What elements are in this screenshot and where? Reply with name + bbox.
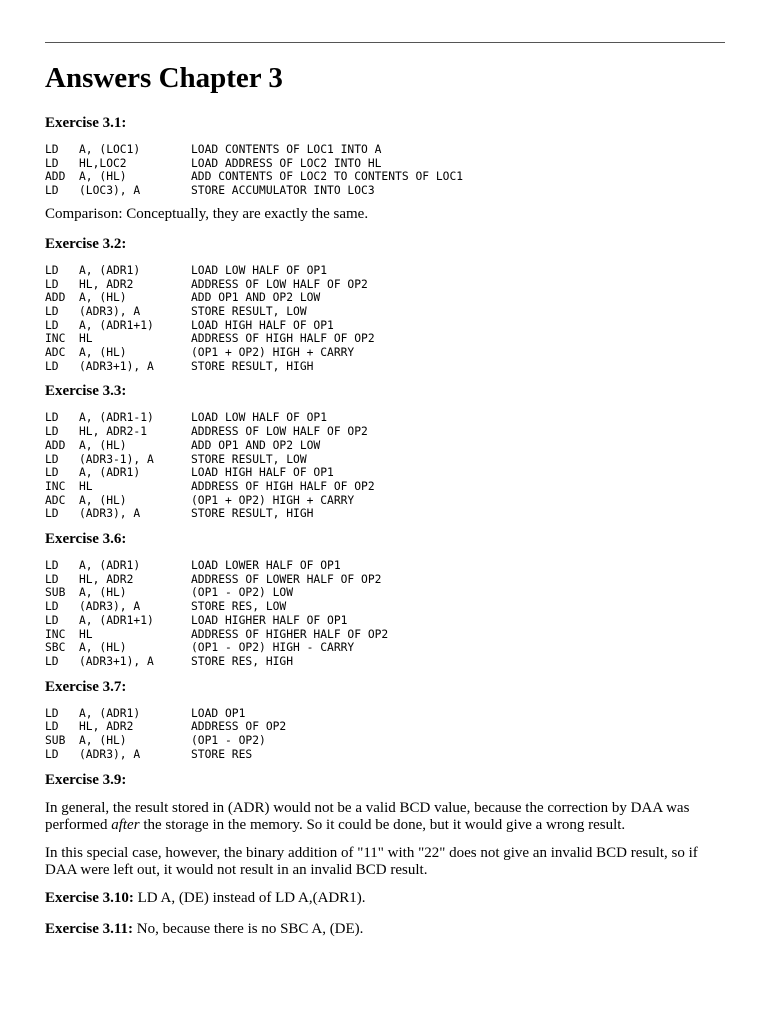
- code-line: [45, 507, 725, 521]
- exercise-3-6-code: [45, 559, 725, 669]
- code-operand: (ADR3), A: [79, 507, 141, 521]
- code-line: [45, 291, 725, 305]
- code-comment: STORE RESULT, HIGH: [191, 507, 314, 521]
- code-line: [45, 319, 725, 333]
- code-opcode: LD: [45, 720, 59, 734]
- code-comment: STORE RES, HIGH: [191, 654, 294, 668]
- code-opcode: ADD: [45, 291, 66, 305]
- code-opcode: ADC: [45, 346, 66, 360]
- code-line: [45, 453, 725, 467]
- exercise-3-3-title: Exercise 3.3:: [45, 383, 127, 400]
- code-comment: LOAD LOWER HALF OF OP1: [191, 559, 341, 573]
- code-operand: (ADR3), A: [79, 747, 141, 761]
- code-comment: ADDRESS OF OP2: [191, 720, 287, 734]
- code-comment: ADD CONTENTS OF LOC2 TO CONTENTS OF LOC1: [191, 170, 464, 184]
- code-line: [45, 466, 725, 480]
- code-opcode: LD: [45, 600, 59, 614]
- code-line: [45, 264, 725, 278]
- code-operand: HL: [79, 479, 93, 493]
- code-operand: (ADR3-1), A: [79, 452, 154, 466]
- code-comment: STORE RESULT, LOW: [191, 304, 307, 318]
- code-opcode: LD: [45, 304, 59, 318]
- code-comment: ADD OP1 AND OP2 LOW: [191, 291, 321, 305]
- exercise-3-11-text: No, because there is no SBC A, (DE).: [133, 920, 364, 937]
- code-operand: A, (HL): [79, 291, 127, 305]
- code-line: [45, 748, 725, 762]
- code-operand: HL, ADR2: [79, 720, 134, 734]
- code-opcode: SBC: [45, 641, 66, 655]
- code-line: [45, 707, 725, 721]
- code-opcode: LD: [45, 613, 59, 627]
- code-line: [45, 346, 725, 360]
- code-line: [45, 439, 725, 453]
- code-comment: STORE RES: [191, 747, 253, 761]
- code-operand: A, (ADR1): [79, 466, 141, 480]
- code-opcode: SUB: [45, 586, 66, 600]
- code-opcode: INC: [45, 332, 66, 346]
- code-comment: LOAD LOW HALF OF OP1: [191, 411, 328, 425]
- code-line: [45, 720, 725, 734]
- code-line: [45, 600, 725, 614]
- code-operand: A, (ADR1): [79, 706, 141, 720]
- code-opcode: INC: [45, 479, 66, 493]
- code-line: [45, 157, 725, 171]
- code-operand: A, (HL): [79, 346, 127, 360]
- code-line: [45, 480, 725, 494]
- code-line: [45, 614, 725, 628]
- exercise-3-9-para1-emphasis: after: [111, 816, 140, 833]
- code-opcode: LD: [45, 277, 59, 291]
- code-operand: A, (HL): [79, 170, 127, 184]
- code-opcode: ADD: [45, 438, 66, 452]
- code-opcode: LD: [45, 263, 59, 277]
- code-line: [45, 586, 725, 600]
- code-opcode: LD: [45, 654, 59, 668]
- code-line: [45, 184, 725, 198]
- code-operand: A, (ADR1+1): [79, 613, 154, 627]
- code-opcode: SUB: [45, 734, 66, 748]
- code-operand: HL: [79, 627, 93, 641]
- code-operand: A, (HL): [79, 641, 127, 655]
- code-comment: (OP1 - OP2) HIGH - CARRY: [191, 641, 355, 655]
- code-operand: A, (HL): [79, 438, 127, 452]
- code-opcode: LD: [45, 318, 59, 332]
- code-operand: (ADR3), A: [79, 600, 141, 614]
- exercise-3-1-code: [45, 143, 725, 198]
- code-line: [45, 494, 725, 508]
- exercise-3-10: [45, 890, 725, 907]
- code-comment: (OP1 - OP2) LOW: [191, 586, 294, 600]
- code-line: [45, 641, 725, 655]
- code-comment: ADD OP1 AND OP2 LOW: [191, 438, 321, 452]
- code-opcode: ADC: [45, 493, 66, 507]
- code-opcode: LD: [45, 143, 59, 156]
- code-comment: ADDRESS OF HIGH HALF OF OP2: [191, 332, 375, 346]
- exercise-3-2-title: Exercise 3.2:: [45, 235, 127, 252]
- code-comment: ADDRESS OF LOWER HALF OF OP2: [191, 572, 382, 586]
- code-operand: A, (HL): [79, 586, 127, 600]
- code-line: [45, 360, 725, 374]
- code-opcode: LD: [45, 706, 59, 720]
- code-operand: A, (ADR1): [79, 559, 141, 573]
- code-opcode: LD: [45, 156, 59, 170]
- exercise-3-11: [45, 921, 725, 938]
- code-line: [45, 734, 725, 748]
- code-operand: A, (ADR1+1): [79, 318, 154, 332]
- code-operand: (ADR3), A: [79, 304, 141, 318]
- code-line: [45, 170, 725, 184]
- code-opcode: LD: [45, 507, 59, 521]
- page-title: Answers Chapter 3: [45, 62, 283, 94]
- exercise-3-2-code: [45, 264, 725, 374]
- code-operand: HL,LOC2: [79, 156, 127, 170]
- code-operand: (LOC3), A: [79, 184, 141, 198]
- code-line: [45, 305, 725, 319]
- exercise-3-10-title: Exercise 3.10:: [45, 889, 134, 906]
- exercise-3-11-title: Exercise 3.11:: [45, 920, 134, 937]
- code-opcode: LD: [45, 184, 59, 198]
- code-operand: HL, ADR2: [79, 277, 134, 291]
- exercise-3-9-para1-start: In general, the result stored in (ADR) would not be a valid BCD value, because the correction by DAA was performed: [45, 799, 690, 833]
- code-operand: A, (ADR1-1): [79, 411, 154, 425]
- code-line: [45, 411, 725, 425]
- exercise-3-9-paragraph-1: [45, 800, 725, 834]
- code-opcode: LD: [45, 747, 59, 761]
- code-line: [45, 559, 725, 573]
- exercise-3-7-title: Exercise 3.7:: [45, 678, 127, 695]
- code-opcode: LD: [45, 466, 59, 480]
- code-line: [45, 278, 725, 292]
- code-comment: STORE RESULT, HIGH: [191, 359, 314, 373]
- code-opcode: LD: [45, 359, 59, 373]
- exercise-3-9-title: Exercise 3.9:: [45, 771, 127, 788]
- exercise-3-9-paragraph-2: In this special case, however, the binary addition of "11" with "22" does not give an invalid BCD result, so if DAA were left out, it would not result in an invalid BCD result.: [45, 844, 698, 878]
- exercise-3-9-para1-end: the storage in the memory. So it could be done, but it would give a wrong result.: [139, 816, 626, 833]
- code-line: [45, 425, 725, 439]
- code-operand: A, (ADR1): [79, 263, 141, 277]
- code-comment: (OP1 + OP2) HIGH + CARRY: [191, 346, 355, 360]
- code-operand: A, (HL): [79, 493, 127, 507]
- code-comment: LOAD HIGH HALF OF OP1: [191, 318, 334, 332]
- code-line: [45, 573, 725, 587]
- code-comment: LOAD HIGHER HALF OF OP1: [191, 613, 348, 627]
- code-opcode: ADD: [45, 170, 66, 184]
- code-comment: LOAD ADDRESS OF LOC2 INTO HL: [191, 156, 382, 170]
- code-operand: (ADR3+1), A: [79, 359, 154, 373]
- code-line: [45, 655, 725, 669]
- code-opcode: LD: [45, 425, 59, 439]
- code-opcode: LD: [45, 572, 59, 586]
- code-operand: A, (HL): [79, 734, 127, 748]
- code-comment: LOAD OP1: [191, 706, 246, 720]
- code-comment: LOAD LOW HALF OF OP1: [191, 263, 328, 277]
- code-line: [45, 332, 725, 346]
- exercise-3-7-code: [45, 707, 725, 762]
- answers-content: [45, 113, 725, 952]
- exercise-3-6-title: Exercise 3.6:: [45, 531, 127, 548]
- code-comment: LOAD HIGH HALF OF OP1: [191, 466, 334, 480]
- exercise-3-10-text: LD A, (DE) instead of LD A,(ADR1).: [133, 889, 366, 906]
- code-line: [45, 143, 725, 157]
- code-opcode: LD: [45, 452, 59, 466]
- code-comment: ADDRESS OF LOW HALF OF OP2: [191, 425, 368, 439]
- code-comment: LOAD CONTENTS OF LOC1 INTO A: [191, 143, 382, 156]
- top-rule: [45, 42, 725, 43]
- exercise-3-1-title: Exercise 3.1:: [45, 115, 127, 131]
- exercise-3-3-code: [45, 411, 725, 521]
- code-line: [45, 628, 725, 642]
- code-operand: HL: [79, 332, 93, 346]
- code-comment: STORE RESULT, LOW: [191, 452, 307, 466]
- code-comment: STORE RES, LOW: [191, 600, 287, 614]
- code-opcode: LD: [45, 559, 59, 573]
- code-comment: ADDRESS OF HIGH HALF OF OP2: [191, 479, 375, 493]
- code-comment: ADDRESS OF LOW HALF OF OP2: [191, 277, 368, 291]
- code-opcode: INC: [45, 627, 66, 641]
- code-operand: A, (LOC1): [79, 143, 141, 156]
- code-opcode: LD: [45, 411, 59, 425]
- code-comment: ADDRESS OF HIGHER HALF OF OP2: [191, 627, 389, 641]
- code-operand: HL, ADR2-1: [79, 425, 148, 439]
- code-comment: STORE ACCUMULATOR INTO LOC3: [191, 184, 375, 198]
- exercise-3-1-comparison: Comparison: Conceptually, they are exactly the same.: [45, 205, 369, 222]
- code-operand: (ADR3+1), A: [79, 654, 154, 668]
- code-comment: (OP1 + OP2) HIGH + CARRY: [191, 493, 355, 507]
- code-comment: (OP1 - OP2): [191, 734, 266, 748]
- code-operand: HL, ADR2: [79, 572, 134, 586]
